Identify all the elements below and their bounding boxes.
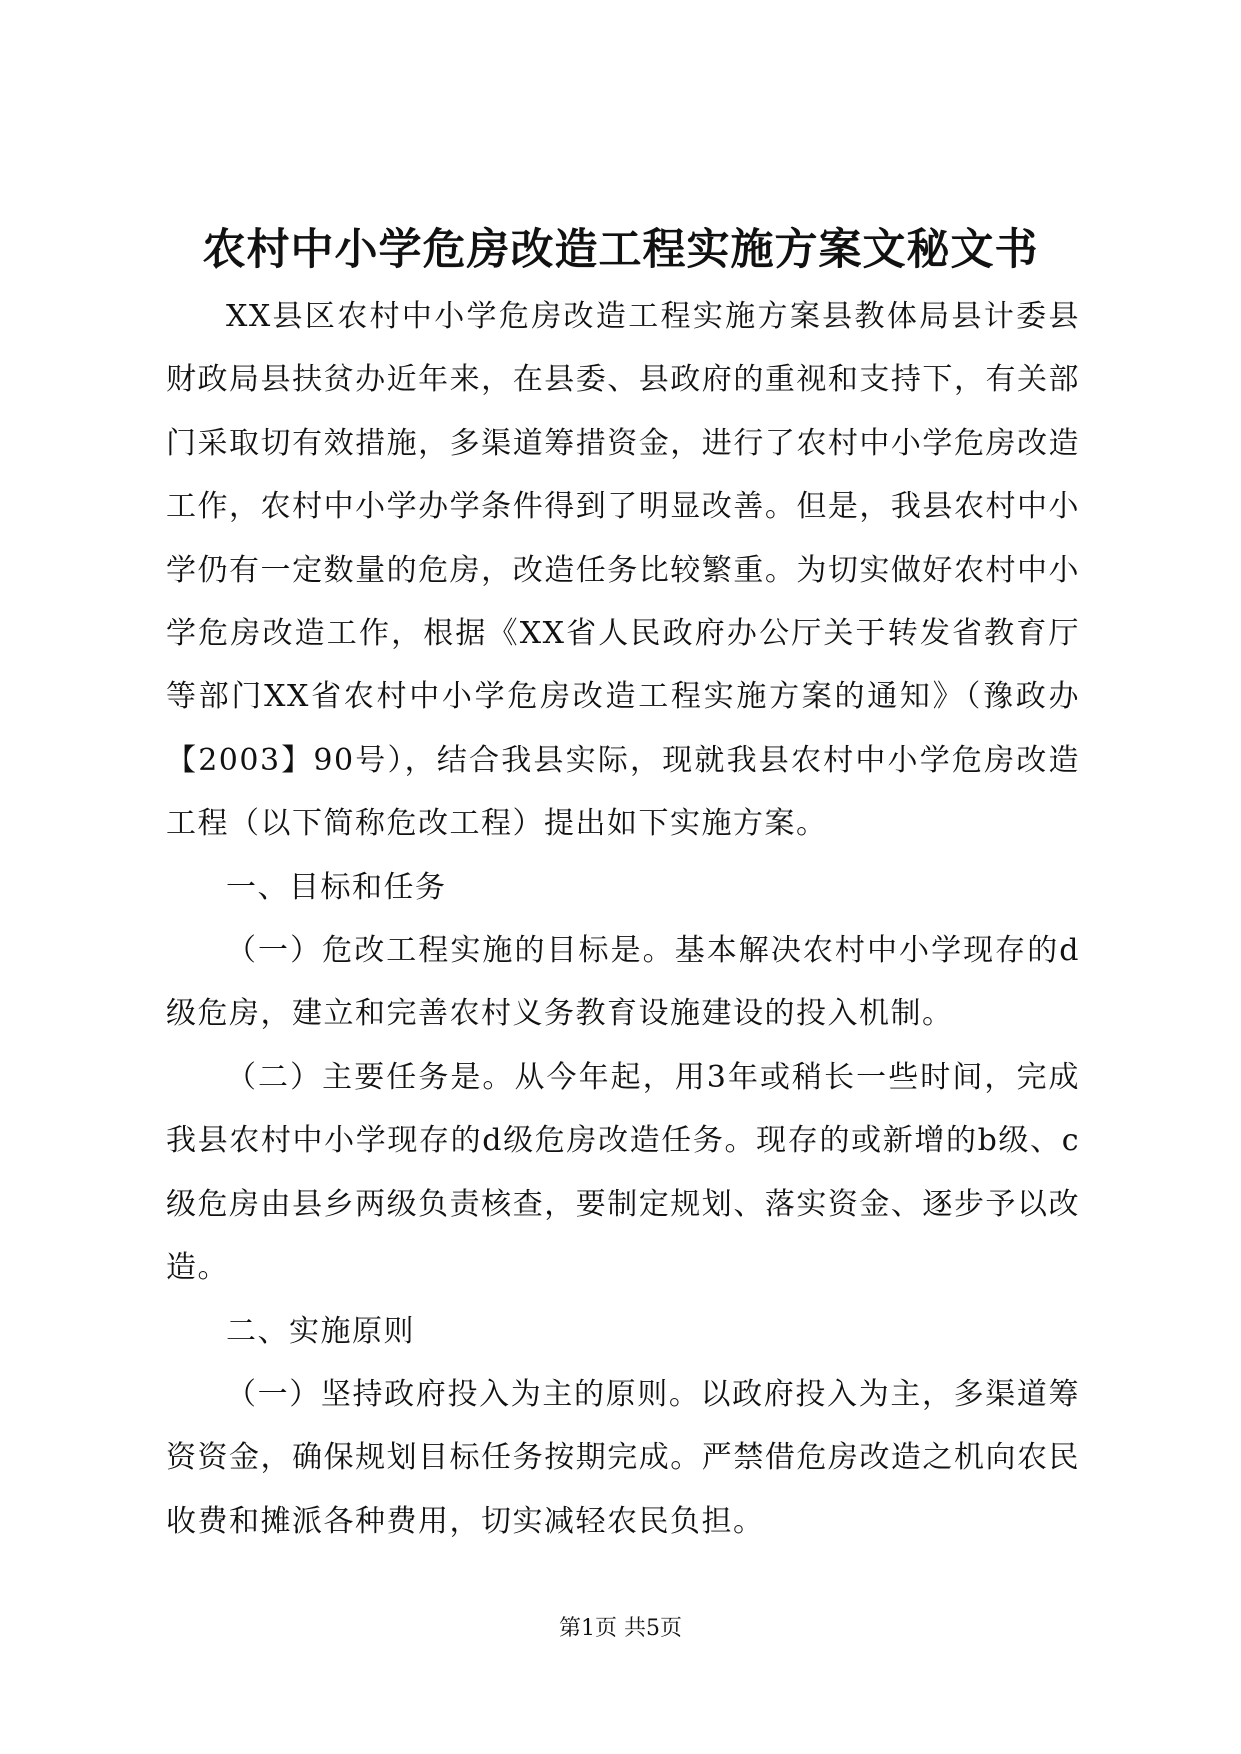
document-title: 农村中小学危房改造工程实施方案文秘文书 xyxy=(202,225,1039,275)
section-heading-principles: 二、实施原则 xyxy=(226,1313,415,1349)
paragraph-principle-government: （一）坚持政府投入为主的原则。以政府投入为主，多渠道筹资资金，确保规划目标任务按期完成。严禁借危房改造之机向农民收费和摊派各种费用，切实减轻农民负担。 xyxy=(166,1376,1080,1539)
section-heading-goals: 一、目标和任务 xyxy=(226,869,447,905)
paragraph-goal-target: （一）危改工程实施的目标是。基本解决农村中小学现存的d级危房，建立和完善农村义务教育设施建设的投入机制。 xyxy=(166,933,1080,1032)
page-footer: 第1页 共5页 xyxy=(559,1616,682,1641)
document-body xyxy=(166,285,1080,1553)
paragraph-main-tasks: （二）主要任务是。从今年起，用3年或稍长一些时间，完成我县农村中小学现存的d级危房改造任务。现存的或新增的b级、c级危房由县乡两级负责核查，要制定规划、落实资金、逐步予以改造。 xyxy=(166,1059,1080,1286)
paragraph-intro: XX县区农村中小学危房改造工程实施方案县教体局县计委县财政局县扶贫办近年来，在县委、县政府的重视和支持下，有关部门采取切有效措施，多渠道筹措资金，进行了农村中小学危房改造工作，农村中小学办学条件得到了明显改善。但是，我县农村中小学仍有一定数量的危房，改造任务比较繁重。为切实做好农村中小学危房改造工作，根据《XX省人民政府办公厅关于转发省教育厅等部门XX省农村中小学危房改造工程实施方案的通知》（豫政办【2003】90号），结合我县实际，现就我县农村中小学危房改造工程（以下简称危改工程）提出如下实施方案。 xyxy=(166,299,1080,842)
